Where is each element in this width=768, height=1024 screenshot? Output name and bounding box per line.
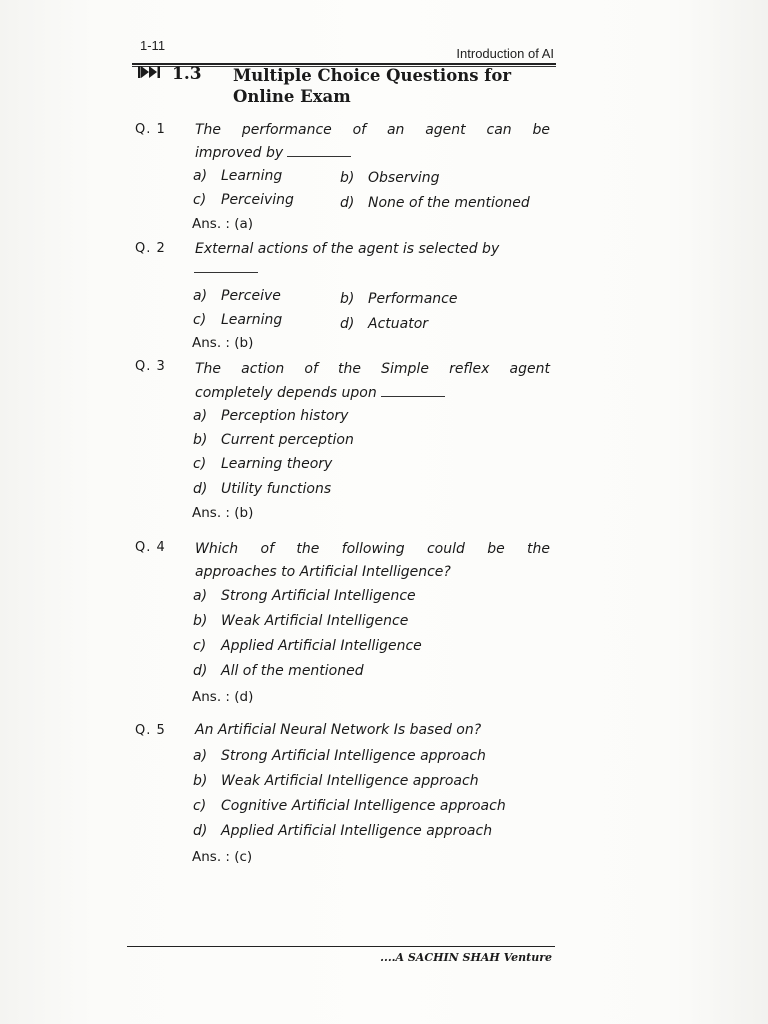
answer-label: Ans. : (b) — [192, 505, 254, 521]
option-item — [193, 798, 506, 814]
option-letter: d) — [193, 823, 208, 839]
question-text: An Artificial Neural Network Is based on? — [195, 722, 482, 738]
question-text: External actions of the agent is selected by — [195, 241, 500, 257]
fast-forward-icon — [138, 64, 162, 84]
option-letter: a) — [193, 408, 208, 424]
option-text: Learning — [221, 168, 283, 184]
question-text-line — [195, 241, 499, 257]
option-letter: c) — [193, 192, 207, 208]
answer-blank — [287, 146, 351, 157]
option-text: None of the mentioned — [368, 195, 530, 211]
option-text: Learning — [221, 312, 283, 328]
option-item — [193, 312, 282, 328]
question-word: be — [532, 122, 550, 138]
question-word: be — [487, 541, 505, 557]
option-letter: a) — [193, 588, 208, 604]
option-item — [193, 638, 422, 654]
option-text: Observing — [368, 170, 440, 186]
question-word: action — [241, 361, 285, 377]
question-word: the — [338, 361, 361, 377]
option-text: Learning theory — [221, 456, 333, 472]
option-item — [340, 170, 440, 186]
question-text: completely depends upon — [195, 385, 377, 401]
question-word: agent — [425, 122, 466, 138]
footer-credit: ....A SACHIN SHAH Venture — [380, 951, 552, 964]
option-text: Cognitive Artificial Intelligence approach — [221, 798, 506, 814]
answer-label: Ans. : (c) — [192, 849, 253, 865]
option-item — [340, 195, 530, 211]
question-word: of — [352, 122, 367, 138]
option-text: Utility functions — [221, 481, 332, 497]
section-number: 1.3 — [172, 64, 202, 84]
option-item — [193, 613, 408, 629]
option-text: All of the mentioned — [221, 663, 364, 679]
option-item — [193, 773, 479, 789]
question-word: agent — [509, 361, 550, 377]
option-item — [193, 748, 486, 764]
question-word: the — [296, 541, 320, 557]
fast-forward-icon-graphic — [138, 64, 162, 80]
page-number: 1-11 — [140, 38, 166, 53]
question-text-line — [195, 722, 481, 738]
question-word: of — [260, 541, 275, 557]
question-word: The — [195, 122, 222, 138]
question-word: reflex — [449, 361, 490, 377]
answer-blank — [381, 386, 445, 397]
question-word: performance — [241, 122, 332, 138]
question-text: approaches to Artificial Intelligence? — [195, 564, 451, 580]
option-letter: b) — [340, 170, 355, 186]
option-text: Perceive — [221, 288, 281, 304]
option-item — [193, 288, 281, 304]
option-item — [340, 291, 457, 307]
answer-label: Ans. : (d) — [192, 689, 254, 705]
question-word: Simple — [381, 361, 429, 377]
option-text: Applied Artificial Intelligence approach — [221, 823, 493, 839]
option-letter: d) — [193, 481, 208, 497]
option-letter: a) — [193, 288, 208, 304]
question-word: an — [386, 122, 405, 138]
option-item — [193, 663, 364, 679]
option-item — [193, 823, 492, 839]
option-item — [193, 456, 332, 472]
option-item — [193, 168, 282, 184]
option-letter: c) — [193, 312, 207, 328]
question-number: Q. 1 — [135, 122, 166, 137]
question-text-line — [195, 122, 550, 138]
question-number: Q. 3 — [135, 359, 166, 374]
option-text: Actuator — [368, 316, 429, 332]
option-letter: b) — [193, 613, 208, 629]
option-text: Weak Artificial Intelligence approach — [221, 773, 479, 789]
option-text: Performance — [368, 291, 458, 307]
question-number: Q. 5 — [135, 723, 166, 738]
question-word: following — [341, 541, 405, 557]
section-title: Multiple Choice Questions for Online Exam — [233, 66, 512, 106]
running-title: Introduction of AI — [456, 46, 554, 61]
question-text: improved by — [195, 145, 284, 161]
question-text-line — [195, 541, 550, 557]
option-text: Perception history — [221, 408, 349, 424]
option-item — [193, 432, 354, 448]
option-letter: b) — [193, 773, 208, 789]
option-item — [340, 316, 428, 332]
option-text: Strong Artificial Intelligence — [221, 588, 416, 604]
answer-label: Ans. : (b) — [192, 335, 254, 351]
option-letter: a) — [193, 168, 208, 184]
option-letter: a) — [193, 748, 208, 764]
option-text: Current perception — [221, 432, 354, 448]
option-letter: b) — [340, 291, 355, 307]
option-text: Perceiving — [221, 192, 294, 208]
option-letter: c) — [193, 798, 207, 814]
question-text-line — [195, 385, 445, 401]
question-text-line — [195, 361, 550, 377]
question-word: of — [304, 361, 318, 377]
question-word: can — [486, 122, 512, 138]
question-number: Q. 2 — [135, 241, 166, 256]
question-text-line — [195, 564, 451, 580]
option-item — [193, 481, 331, 497]
footer-rule — [127, 946, 555, 947]
option-letter: c) — [193, 456, 207, 472]
option-text: Applied Artificial Intelligence — [221, 638, 422, 654]
option-item — [193, 588, 416, 604]
question-number: Q. 4 — [135, 540, 166, 555]
question-word: Which — [195, 541, 239, 557]
question-word: the — [527, 541, 550, 557]
question-word: The — [195, 361, 222, 377]
answer-label: Ans. : (a) — [192, 216, 254, 232]
option-item — [193, 192, 294, 208]
option-text: Strong Artificial Intelligence approach — [221, 748, 486, 764]
question-text-line — [195, 145, 351, 161]
answer-blank — [194, 272, 258, 273]
option-letter: b) — [193, 432, 208, 448]
option-item — [193, 408, 348, 424]
option-letter: d) — [340, 195, 355, 211]
option-text: Weak Artificial Intelligence — [221, 613, 409, 629]
option-letter: d) — [340, 316, 355, 332]
option-letter: c) — [193, 638, 207, 654]
question-word: could — [426, 541, 465, 557]
option-letter: d) — [193, 663, 208, 679]
